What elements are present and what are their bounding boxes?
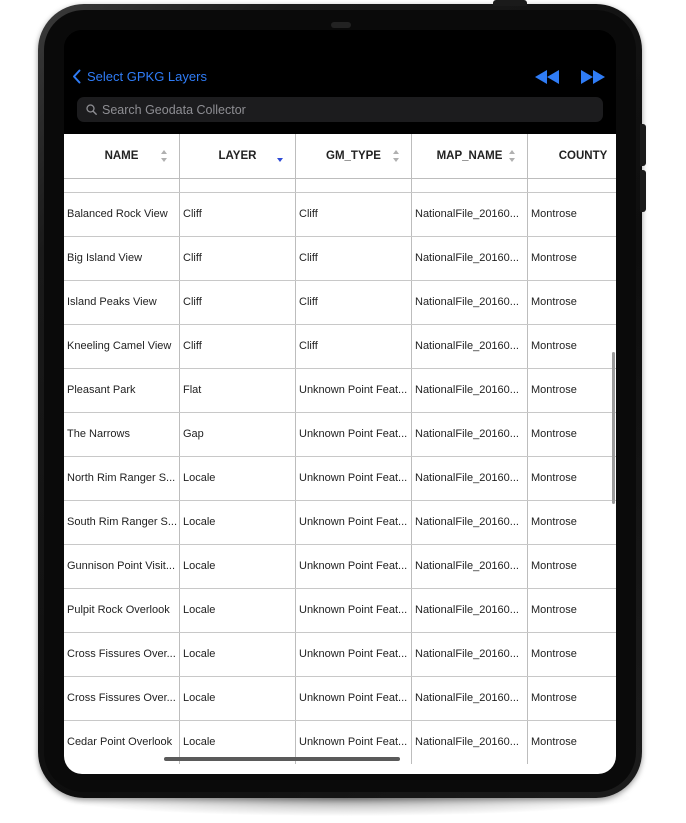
cell-layer: Locale: [180, 501, 296, 544]
table-row[interactable]: [64, 281, 616, 325]
column-header-label: COUNTY: [558, 150, 608, 162]
home-indicator[interactable]: [164, 757, 400, 761]
cell-county: Montrose: [531, 472, 577, 484]
cell-layer: Cliff: [180, 281, 296, 324]
back-label: Select GPKG Layers: [87, 69, 207, 84]
fast-forward-button[interactable]: [581, 70, 605, 89]
cell-county: Montrose: [531, 516, 577, 528]
cell-map-name: NationalFile_20160...: [412, 237, 528, 280]
cell-layer: Cliff: [180, 237, 296, 280]
cell-county: Montrose: [531, 252, 577, 264]
cell-name: Gunnison Point Visit...: [64, 545, 180, 588]
cell-name: Pulpit Rock Overlook: [64, 589, 180, 632]
column-header-label: LAYER: [218, 150, 257, 162]
cell-county: Montrose: [531, 648, 577, 660]
screen: [64, 30, 616, 774]
cell-gm-type: Unknown Point Feat...: [296, 501, 412, 544]
vertical-scrollbar[interactable]: [612, 352, 615, 504]
volume-up-button: [640, 124, 646, 166]
search-input[interactable]: [102, 103, 582, 117]
cell-gm-type: Unknown Point Feat...: [296, 589, 412, 632]
search-bar[interactable]: [77, 97, 603, 122]
table-row[interactable]: [64, 457, 616, 501]
cell-county: Montrose: [531, 604, 577, 616]
cell-map-name: NationalFile_20160...: [412, 413, 528, 456]
cell-name: Cross Fissures Over...: [64, 633, 180, 676]
search-icon: [86, 104, 97, 115]
cell-layer: Locale: [180, 721, 296, 764]
cell-gm-type: Cliff: [296, 281, 412, 324]
cell-layer: Locale: [180, 457, 296, 500]
cell-name: Cross Fissures Over...: [64, 677, 180, 720]
top-button: [493, 0, 527, 6]
cell-name: Balanced Rock View: [64, 193, 180, 236]
column-header-label: NAME: [104, 150, 139, 162]
cell-layer: Locale: [180, 589, 296, 632]
cell-map-name: NationalFile_20160...: [412, 501, 528, 544]
cell-map-name: NationalFile_20160...: [412, 325, 528, 368]
cell-county: Montrose: [531, 736, 577, 748]
cell-county: Montrose: [531, 428, 577, 440]
cell-gm-type: Unknown Point Feat...: [296, 457, 412, 500]
cell-layer: Flat: [180, 369, 296, 412]
table-row[interactable]: [64, 633, 616, 677]
column-header-label: GM_TYPE: [326, 150, 381, 162]
cell-name: Cedar Point Overlook: [64, 721, 180, 764]
table-row[interactable]: [64, 677, 616, 721]
table-row[interactable]: [64, 237, 616, 281]
volume-down-button: [640, 170, 646, 212]
cell-map-name: NationalFile_20160...: [412, 281, 528, 324]
rewind-icon: [535, 70, 559, 84]
table-cell: [296, 149, 412, 192]
data-table: [64, 134, 616, 774]
table-row[interactable]: [64, 413, 616, 457]
cell-layer: Locale: [180, 677, 296, 720]
cell-name: The Narrows: [64, 413, 180, 456]
cell-layer: Locale: [180, 545, 296, 588]
table-row[interactable]: [64, 369, 616, 413]
table-row[interactable]: [64, 589, 616, 633]
cell-county: Montrose: [531, 384, 577, 396]
table-row-partial: [64, 149, 616, 193]
rewind-button[interactable]: [535, 70, 559, 89]
cell-gm-type: Cliff: [296, 193, 412, 236]
cell-gm-type: Unknown Point Feat...: [296, 633, 412, 676]
cell-map-name: NationalFile_20160...: [412, 589, 528, 632]
back-button[interactable]: [72, 69, 207, 84]
chevron-left-icon: [72, 69, 81, 84]
cell-layer: Gap: [180, 413, 296, 456]
cell-map-name: NationalFile_20160...: [412, 721, 528, 764]
table-row[interactable]: [64, 501, 616, 545]
table-cell: [64, 149, 180, 192]
table-row[interactable]: [64, 325, 616, 369]
cell-name: North Rim Ranger S...: [64, 457, 180, 500]
cell-map-name: NationalFile_20160...: [412, 369, 528, 412]
cell-name: Kneeling Camel View: [64, 325, 180, 368]
navigation-bar: [64, 30, 616, 134]
table-row[interactable]: [64, 545, 616, 589]
column-header-label: MAP_NAME: [436, 150, 503, 162]
cell-name: Big Island View: [64, 237, 180, 280]
cell-map-name: NationalFile_20160...: [412, 457, 528, 500]
cell-layer: Cliff: [180, 193, 296, 236]
cell-county: Montrose: [531, 340, 577, 352]
cell-county: Montrose: [531, 296, 577, 308]
cell-county: Montrose: [531, 560, 577, 572]
cell-gm-type: Unknown Point Feat...: [296, 369, 412, 412]
cell-map-name: NationalFile_20160...: [412, 193, 528, 236]
cell-layer: Locale: [180, 633, 296, 676]
cell-gm-type: Unknown Point Feat...: [296, 545, 412, 588]
cell-gm-type: Unknown Point Feat...: [296, 413, 412, 456]
fast-forward-icon: [581, 70, 605, 84]
cell-county: Montrose: [531, 692, 577, 704]
cell-name: Island Peaks View: [64, 281, 180, 324]
cell-gm-type: Unknown Point Feat...: [296, 721, 412, 764]
table-cell: [412, 149, 528, 192]
cell-layer: Cliff: [180, 325, 296, 368]
cell-gm-type: Cliff: [296, 325, 412, 368]
cell-map-name: NationalFile_20160...: [412, 545, 528, 588]
table-row[interactable]: [64, 193, 616, 237]
camera: [331, 22, 351, 28]
cell-name: Pleasant Park: [64, 369, 180, 412]
cell-name: South Rim Ranger S...: [64, 501, 180, 544]
cell-map-name: NationalFile_20160...: [412, 677, 528, 720]
cell-county: Montrose: [531, 208, 577, 220]
cell-map-name: NationalFile_20160...: [412, 633, 528, 676]
cell-gm-type: Unknown Point Feat...: [296, 677, 412, 720]
table-cell: [180, 149, 296, 192]
cell-gm-type: Cliff: [296, 237, 412, 280]
